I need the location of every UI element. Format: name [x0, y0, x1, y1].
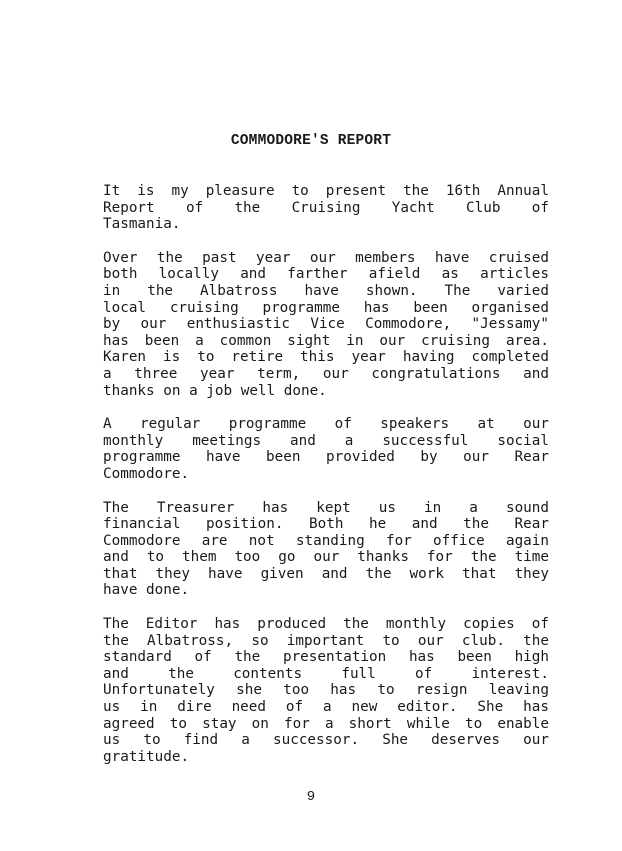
text-line: Commodore are not standing for office again — [103, 532, 549, 549]
text-line: both locally and farther afield as articles — [103, 266, 549, 283]
text-line: financial position. Both he and the Rear — [103, 516, 549, 533]
text-line: local cruising programme has been organised — [103, 299, 549, 316]
text-line: agreed to stay on for a short while to enable — [103, 715, 549, 732]
text-line: The Treasurer has kept us in a sound — [103, 499, 549, 516]
text-line: and to them too go our thanks for the time — [103, 549, 549, 566]
paragraph-treasurer — [103, 500, 549, 600]
text-line: The Editor has produced the monthly copies of — [103, 616, 549, 633]
text-line: Over the past year our members have cruised — [103, 249, 549, 266]
paragraph-speakers — [103, 416, 549, 482]
text-line: monthly meetings and a successful social — [103, 432, 549, 449]
text-line: the Albatross, so important to our club. the — [103, 632, 549, 649]
text-line: Commodore. — [103, 465, 190, 482]
text-line: Unfortunately she too has to resign leaving — [103, 682, 549, 699]
text-line: Karen is to retire this year having completed — [103, 349, 549, 366]
text-line: and the contents full of interest. — [103, 665, 549, 682]
page-number: 9 — [306, 789, 316, 805]
text-line: have done. — [103, 582, 190, 599]
text-line: by our enthusiastic Vice Commodore, "Jessamy" — [103, 316, 549, 333]
text-line: It is my pleasure to present the 16th Annual — [103, 183, 549, 199]
text-line: Tasmania. — [103, 216, 181, 233]
text-line: that they have given and the work that they — [103, 565, 549, 582]
text-line: programme have been provided by our Rear — [103, 449, 549, 466]
report-body — [103, 183, 549, 782]
text-line: thanks on a job well done. — [103, 382, 327, 399]
paragraph-editor — [103, 616, 549, 765]
page-title: COMMODORE'S REPORT — [230, 133, 392, 149]
text-line: us in dire need of a new editor. She has — [103, 699, 549, 716]
text-line: has been a common sight in our cruising area. — [103, 332, 549, 349]
paragraph-intro — [103, 183, 549, 233]
text-line: in the Albatross have shown. The varied — [103, 282, 549, 299]
text-line: us to find a successor. She deserves our — [103, 732, 549, 749]
text-line: a three year term, our congratulations and — [103, 365, 549, 382]
text-line: standard of the presentation has been high — [103, 649, 549, 666]
text-line: Report of the Cruising Yacht Club of — [103, 199, 549, 216]
paragraph-cruising — [103, 250, 549, 399]
text-line: A regular programme of speakers at our — [103, 416, 549, 433]
text-line: gratitude. — [103, 748, 190, 765]
